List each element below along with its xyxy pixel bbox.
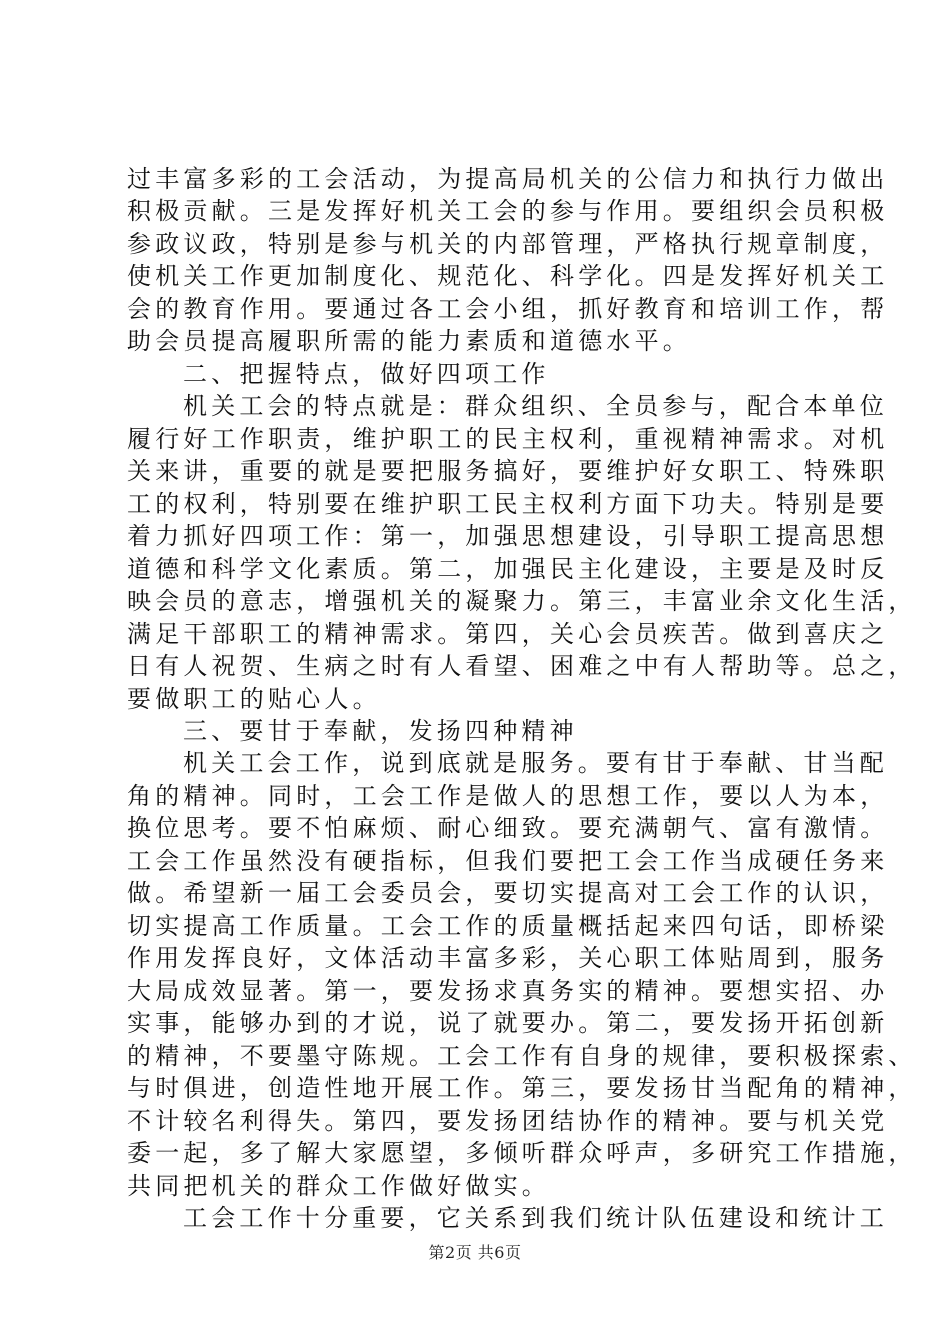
text-line: 三、要甘于奉献，发扬四种精神: [183, 716, 578, 745]
text-line: 道德和科学文化素质。第二，加强民主化建设，主要是及时反: [127, 554, 889, 583]
text-line: 关来讲，重要的就是要把服务搞好，要维护好女职工、特殊职: [127, 457, 889, 486]
text-line: 积极贡献。三是发挥好机关工会的参与作用。要组织会员积极: [127, 197, 889, 226]
text-line: 角的精神。同时，工会工作是做人的思想工作，要以人为本，: [127, 781, 889, 810]
text-line: 共同把机关的群众工作做好做实。: [127, 1171, 550, 1200]
text-line: 的精神，不要墨守陈规。工会工作有自身的规律，要积极探索、: [127, 1041, 917, 1070]
text-line: 切实提高工作质量。工会工作的质量概括起来四句话，即桥梁: [127, 911, 889, 940]
text-line: 日有人祝贺、生病之时有人看望、困难之中有人帮助等。总之，: [127, 652, 917, 681]
text-line: 作用发挥良好，文体活动丰富多彩，关心职工体贴周到，服务: [127, 944, 889, 973]
text-line: 机关工会工作，说到底就是服务。要有甘于奉献、甘当配: [183, 749, 888, 778]
text-line: 换位思考。要不怕麻烦、耐心细致。要充满朝气、富有激情。: [127, 814, 889, 843]
text-line: 使机关工作更加制度化、规范化、科学化。四是发挥好机关工: [127, 262, 889, 291]
text-line: 二、把握特点，做好四项工作: [183, 359, 550, 388]
text-line: 会的教育作用。要通过各工会小组，抓好教育和培训工作，帮: [127, 294, 889, 323]
text-line: 过丰富多彩的工会活动，为提高局机关的公信力和执行力做出: [127, 165, 889, 193]
text-line: 工的权利，特别要在维护职工民主权利方面下功夫。特别是要: [127, 489, 889, 518]
text-line: 映会员的意志，增强机关的凝聚力。第三，丰富业余文化生活，: [127, 587, 917, 616]
text-line: 工会工作虽然没有硬指标，但我们要把工会工作当成硬任务来: [127, 846, 889, 875]
text-line: 委一起，多了解大家愿望，多倾听群众呼声，多研究工作措施，: [127, 1139, 917, 1168]
text-line: 大局成效显著。第一，要发扬求真务实的精神。要想实招、办: [127, 976, 889, 1005]
text-line: 着力抓好四项工作：第一，加强思想建设，引导职工提高思想: [127, 522, 889, 551]
text-line: 做。希望新一届工会委员会，要切实提高对工会工作的认识，: [127, 879, 889, 908]
text-line: 履行好工作职责，维护职工的民主权利，重视精神需求。对机: [127, 424, 889, 453]
text-line: 工会工作十分重要，它关系到我们统计队伍建设和统计工: [183, 1204, 888, 1232]
text-line: 实事，能够办到的才说，说了就要办。第二，要发扬开拓创新: [127, 1009, 889, 1038]
document-body: [127, 163, 917, 1234]
text-line: 不计较名利得失。第四，要发扬团结协作的精神。要与机关党: [127, 1106, 889, 1135]
text-line: 与时俱进，创造性地开展工作。第三，要发扬甘当配角的精神，: [127, 1074, 917, 1103]
text-line: 参政议政，特别是参与机关的内部管理，严格执行规章制度，: [127, 229, 889, 258]
page-number-footer: 第2页 共6页: [428, 1243, 522, 1262]
text-line: 助会员提高履职所需的能力素质和道德水平。: [127, 327, 691, 356]
text-line: 满足干部职工的精神需求。第四，关心会员疾苦。做到喜庆之: [127, 619, 889, 648]
text-line: 机关工会的特点就是：群众组织、全员参与，配合本单位: [183, 392, 888, 421]
text-line: 要做职工的贴心人。: [127, 684, 381, 713]
